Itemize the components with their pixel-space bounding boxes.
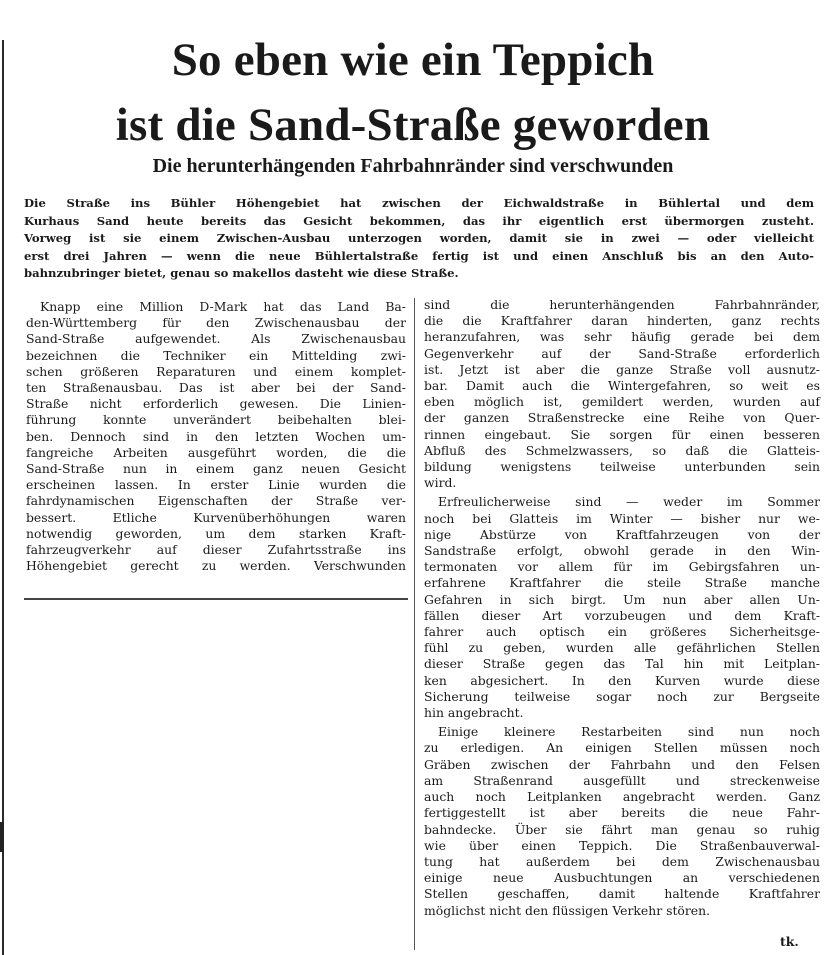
subheadline: Die herunterhängenden Fahrbahnränder sind verschwunden <box>152 155 674 177</box>
intro-line: erst drei Jahren — wenn die neue Bühlertalstraße fertig ist und einen Anschluß bis an den Auto- <box>24 248 814 263</box>
text-line: bildung wenigstens teilweise unterbunden sein <box>424 459 820 475</box>
text-line: ist. Jetzt ist aber die ganze Straße voll ausnutz- <box>424 361 820 377</box>
text-line: bahndecke. Über sie fährt man genau so ruhig <box>424 821 820 837</box>
text-line: fühl zu geben, wurden alle gefährlichen Stellen <box>424 640 820 656</box>
text-line: am Straßenrand ausgefüllt und streckenweise <box>424 772 820 788</box>
text-line: den-Württemberg für den Zwischenausbau der <box>26 315 406 331</box>
text-line: Sand-Straße aufgewendet. Als Zwischenausbau <box>26 331 406 347</box>
text-line: dieser Straße gegen das Tal hin mit Leitplan- <box>424 656 820 672</box>
text-line: fertiggestellt ist aber bereits die neue Fahr- <box>424 805 820 821</box>
text-line: hin angebracht. <box>424 705 524 721</box>
text-line: bar. Damit auch die Wintergefahren, so weit es <box>424 378 820 394</box>
text-line: heranzufahren, was sehr häufig gerade bei dem <box>424 329 820 345</box>
headline-line-2: ist die Sand-Straße geworden <box>115 99 711 151</box>
text-line: erfahrene Kraftfahrer die steile Straße manche <box>424 575 820 591</box>
text-line: Einige kleinere Restarbeiten sind nun noch <box>438 724 820 740</box>
text-line: wie über einen Teppich. Die Straßenbauverwal- <box>424 837 820 853</box>
text-line: fahrdynamischen Eigenschaften der Straße ver- <box>26 493 406 509</box>
text-line: wird. <box>424 475 457 491</box>
author-signature: tk. <box>780 934 799 949</box>
intro-paragraph <box>24 195 814 283</box>
text-line: erscheinen lassen. In erster Linie wurden die <box>26 477 406 493</box>
text-line: zu erledigen. An einigen Stellen müssen noch <box>424 740 820 756</box>
text-line: eben möglich ist, gemildert werden, wurden auf <box>424 394 820 410</box>
text-line: Gegenverkehr auf der Sand-Straße erforderlich <box>424 345 820 361</box>
edge-fragment <box>0 822 4 852</box>
text-line: schen größeren Reparaturen und einem komplet- <box>26 363 406 379</box>
text-line: noch bei Glatteis im Winter — bisher nur we- <box>424 510 820 526</box>
intro-line: bahnzubringer bietet, genau so makellos dasteht wie diese Straße. <box>24 266 459 280</box>
text-line: notwendig geworden, um dem starken Kraft- <box>26 525 406 541</box>
left-column <box>26 299 406 574</box>
text-line: Sicherung teilweise sogar noch zur Bergseite <box>424 688 820 704</box>
text-line: fällen dieser Art vorzubeugen und dem Kraft- <box>424 607 820 623</box>
text-line: Gräben zwischen der Fahrbahn und den Felsen <box>424 756 820 772</box>
intro-line: Die Straße ins Bühler Höhengebiet hat zwischen der Eichwaldstraße in Bühlertal und dem <box>24 196 814 210</box>
text-line: termonaten vor allem für im Gebirgsfahren un- <box>424 559 820 575</box>
headline-line-1: So eben wie ein Teppich <box>171 34 655 86</box>
text-line: möglichst nicht den flüssigen Verkehr stören. <box>424 902 711 918</box>
text-line: tung hat außerdem bei dem Zwischenausbau <box>424 853 820 869</box>
column-divider <box>414 298 415 950</box>
paragraph <box>424 297 820 491</box>
text-line: fangreiche Arbeiten ausgeführt worden, die die <box>26 444 406 460</box>
text-line: Gefahren in sich birgt. Um nun aber allen Un- <box>424 591 820 607</box>
text-line: nige Abstürze von Kraftfahrzeugen von der <box>424 526 820 542</box>
text-line: bessert. Etliche Kurvenüberhöhungen waren <box>26 509 406 525</box>
text-line: sind die herunterhängenden Fahrbahnränder, <box>424 297 820 312</box>
paragraph <box>424 724 820 918</box>
text-line: der ganzen Straßenstrecke eine Reihe von Quer- <box>424 410 820 426</box>
text-line: fahrzeugverkehr auf dieser Zufahrtsstraße ins <box>26 542 406 558</box>
text-line: auch noch Leitplanken angebracht werden. Ganz <box>424 789 820 805</box>
text-line: Knapp eine Million D-Mark hat das Land Ba- <box>40 299 406 314</box>
text-line: ken abgesichert. In den Kurven wurde diese <box>424 672 820 688</box>
text-line: Erfreulicherweise sind — weder im Sommer <box>438 494 820 510</box>
intro-line: Vorweg ist sie einem Zwischen-Ausbau unterzogen worden, damit sie in zwei — oder vielleicht <box>24 231 814 245</box>
text-line: Stellen geschaffen, damit haltende Kraftfahrer <box>424 886 820 902</box>
text-line: führung konnte unverändert beibehalten blei- <box>26 412 406 428</box>
text-line: fahrer auch optisch ein größeres Sicherheitsge- <box>424 624 820 640</box>
text-line: Abfluß des Schmelzwassers, so daß die Glatteis- <box>424 442 820 458</box>
right-column <box>424 297 820 919</box>
text-line: Sand-Straße nun in einem ganz neuen Gesicht <box>26 461 406 477</box>
text-line: ten Straßenausbau. Das ist aber bei der Sand- <box>26 380 406 396</box>
text-line: rinnen eingebaut. Sie sorgen für einen besseren <box>424 426 820 442</box>
text-line: bezeichnen die Techniker ein Mittelding zwi- <box>26 347 406 363</box>
text-line: Straße nicht erforderlich gewesen. Die Linien- <box>26 396 406 412</box>
paragraph <box>424 494 820 721</box>
text-line: Höhengebiet gerecht zu werden. Verschwunden <box>26 558 406 574</box>
text-line: ben. Dennoch sind in den letzten Wochen um- <box>26 428 406 444</box>
text-line: Sandstraße erfolgt, obwohl gerade in den Win- <box>424 543 820 559</box>
text-line: die die Kraftfahrer daran hinderten, ganz rechts <box>424 313 820 329</box>
intro-line: Kurhaus Sand heute bereits das Gesicht bekommen, das ihr eigentlich erst übermorgen zusteht. <box>24 213 814 228</box>
text-line: einige neue Ausbuchtungen an verschiedenen <box>424 870 820 886</box>
column-end-rule <box>24 598 408 600</box>
